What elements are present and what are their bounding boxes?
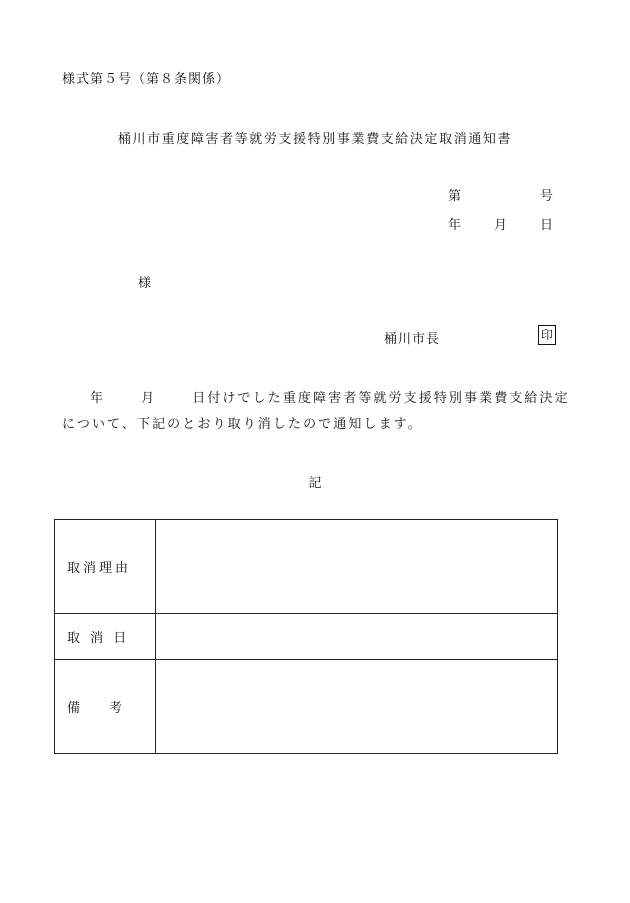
seal-mark: 印 — [538, 325, 556, 345]
doc-number-suffix: 号 — [540, 189, 554, 204]
body-year-label: 年 — [90, 391, 106, 406]
remarks-label-char-2: 考 — [108, 701, 125, 716]
date-month-label: 月 — [494, 218, 508, 233]
document-title: 桶川市重度障害者等就労支援特別事業費支給決定取消通知書 — [117, 132, 513, 147]
cancel-date-row — [55, 614, 558, 660]
body-line-1-text: 日付けでした重度障害者等就労支援特別事業費支給決定 — [192, 391, 570, 406]
cancel-date-label: 取 消 日 — [55, 614, 156, 660]
cancel-date-value-cell — [156, 614, 558, 660]
remarks-label-char-1: 備 — [67, 701, 84, 716]
form-number: 様式第５号（第８条関係） — [62, 72, 231, 87]
reason-value-cell — [156, 520, 558, 614]
notice-body — [62, 386, 570, 438]
reason-row — [55, 520, 558, 614]
date-day-label: 日 — [540, 218, 554, 233]
date-year-label: 年 — [448, 218, 462, 233]
remarks-value-cell — [156, 660, 558, 754]
doc-number-prefix: 第 — [448, 189, 462, 204]
record-heading: 記 — [308, 476, 322, 491]
body-month-label: 月 — [141, 391, 157, 406]
addressee-honorific: 様 — [138, 276, 152, 291]
remarks-label — [55, 660, 156, 754]
details-table — [54, 519, 558, 754]
body-line-2: について、下記のとおり取り消したので通知します。 — [62, 417, 423, 432]
remarks-row — [55, 660, 558, 754]
body-line-1 — [62, 386, 570, 412]
reason-label: 取消理由 — [55, 520, 156, 614]
issuer-name: 桶川市長 — [384, 332, 441, 347]
